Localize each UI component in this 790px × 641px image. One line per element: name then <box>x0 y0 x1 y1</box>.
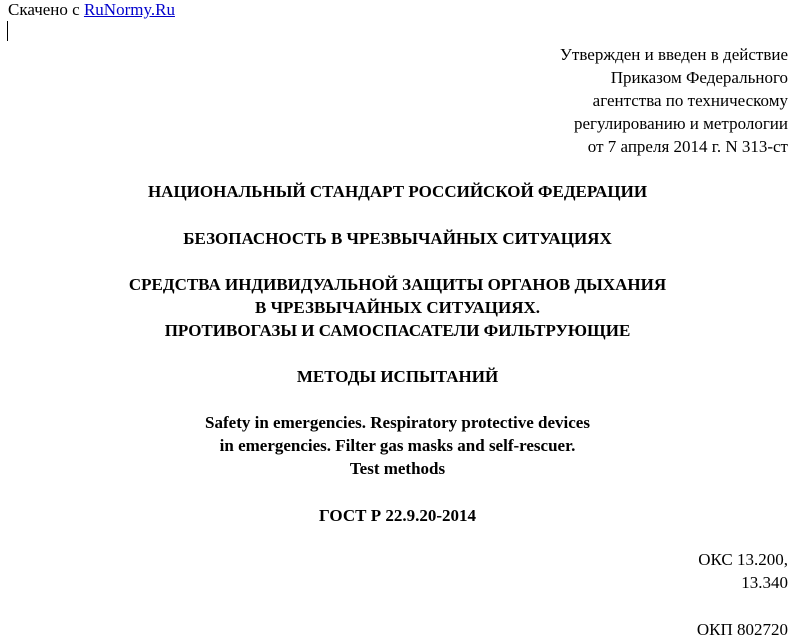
source-link[interactable]: RuNormy.Ru <box>83 0 175 19</box>
safety-title <box>0 227 790 250</box>
source-line <box>8 0 175 21</box>
source-prefix: Скачено с <box>8 0 80 19</box>
safety-title-text: БЕЗОПАСНОСТЬ В ЧРЕЗВЫЧАЙНЫХ СИТУАЦИЯХ <box>183 229 612 248</box>
approval-line: от 7 апреля 2014 г. N 313-ст <box>587 137 788 156</box>
rpe-title-line: СРЕДСТВА ИНДИВИДУАЛЬНОЙ ЗАЩИТЫ ОРГАНОВ ДЫХАНИЯ <box>128 275 667 294</box>
english-title-line: Test methods <box>349 459 446 478</box>
english-title-line: Safety in emergencies. Respiratory protective devices <box>205 413 590 432</box>
text-cursor <box>7 21 8 41</box>
okp-text: ОКП 802720 <box>696 620 788 639</box>
okp-classifier <box>697 618 788 641</box>
national-standard-title-text: НАЦИОНАЛЬНЫЙ СТАНДАРТ РОССИЙСКОЙ ФЕДЕРАЦИИ <box>147 182 648 201</box>
methods-title <box>0 365 790 388</box>
english-title-line: in emergencies. Filter gas masks and self-rescuer. <box>219 436 576 455</box>
approval-line: регулированию и метрологии <box>573 114 788 133</box>
approval-line: агентства по техническому <box>592 91 788 110</box>
rpe-title <box>0 273 790 342</box>
gost-number <box>0 504 790 527</box>
english-title <box>0 411 790 480</box>
methods-title-text: МЕТОДЫ ИСПЫТАНИЙ <box>296 367 499 386</box>
rpe-title-line: ПРОТИВОГАЗЫ И САМОСПАСАТЕЛИ ФИЛЬТРУЮЩИЕ <box>164 321 631 340</box>
oks-line: 13.340 <box>741 573 788 592</box>
oks-classifier <box>698 548 788 594</box>
gost-number-text: ГОСТ Р 22.9.20-2014 <box>319 506 476 525</box>
national-standard-title <box>0 180 790 203</box>
rpe-title-line: В ЧРЕЗВЫЧАЙНЫХ СИТУАЦИЯХ. <box>254 298 540 317</box>
approval-block <box>560 43 788 158</box>
approval-line: Приказом Федерального <box>610 68 788 87</box>
approval-line: Утвержден и введен в действие <box>559 45 788 64</box>
oks-line: ОКС 13.200, <box>698 550 788 569</box>
